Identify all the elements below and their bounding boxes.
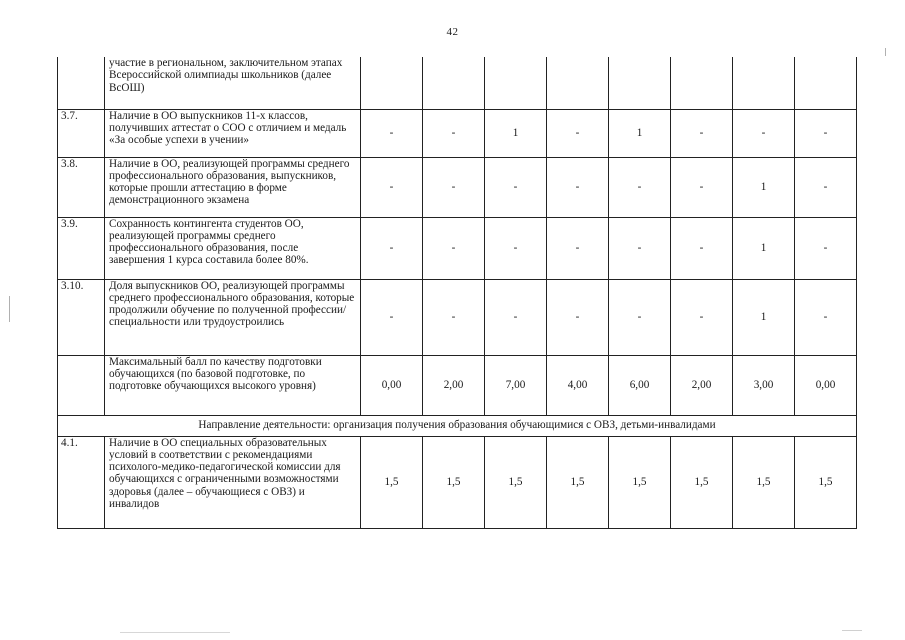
value-cell: - — [609, 279, 671, 355]
scan-artifact-left — [9, 296, 10, 322]
row-description: Наличие в ОО выпускников 11-х классов, получивших аттестат о СОО с отличием и медаль «За особые успехи в учении» — [105, 109, 361, 157]
value-cell: 1 — [609, 109, 671, 157]
table-row — [58, 157, 857, 217]
value-cell: - — [795, 217, 857, 279]
value-cell: - — [423, 279, 485, 355]
value-cell: - — [671, 157, 733, 217]
row-description: Доля выпускников ОО, реализующей программы среднего профессионального образования, которые продолжили обучение по полученной профессии/специальности или трудоустроились — [105, 279, 361, 355]
value-cell: - — [609, 217, 671, 279]
value-cell: 3,00 — [733, 355, 795, 415]
row-description: Наличие в ОО специальных образовательных условий в соответствии с рекомендациями психолого-медико-педагогической комиссии для обучающихся с ограниченными возможностями здоровья (далее – обучающиеся с ОВЗ) и инвалидов — [105, 436, 361, 528]
value-cell: - — [733, 109, 795, 157]
value-cell: 1,5 — [671, 436, 733, 528]
value-cell — [671, 57, 733, 109]
value-cell — [547, 57, 609, 109]
row-number — [58, 57, 105, 109]
table-row — [58, 57, 857, 109]
value-cell — [609, 57, 671, 109]
value-cell: 1,5 — [795, 436, 857, 528]
row-description: Максимальный балл по качеству подготовки обучающихся (по базовой подготовке, по подготовке обучающихся высокого уровня) — [105, 355, 361, 415]
value-cell: 1,5 — [609, 436, 671, 528]
value-cell: 7,00 — [485, 355, 547, 415]
table-row — [58, 355, 857, 415]
value-cell: - — [361, 279, 423, 355]
value-cell: - — [361, 109, 423, 157]
value-cell: 1,5 — [423, 436, 485, 528]
value-cell: - — [423, 109, 485, 157]
value-cell: 1 — [733, 157, 795, 217]
value-cell: - — [671, 109, 733, 157]
value-cell: 1,5 — [733, 436, 795, 528]
scan-artifact-right — [885, 48, 886, 56]
value-cell: - — [423, 157, 485, 217]
value-cell — [361, 57, 423, 109]
value-cell: 1 — [733, 217, 795, 279]
value-cell — [423, 57, 485, 109]
value-cell — [485, 57, 547, 109]
value-cell: - — [795, 279, 857, 355]
criteria-table-container — [57, 57, 856, 529]
value-cell: 0,00 — [795, 355, 857, 415]
row-description: участие в региональном, заключительном этапах Всероссийской олимпиады школьников (далее ВсОШ) — [105, 57, 361, 109]
section-row — [58, 415, 857, 436]
scan-artifact-bottom-right — [842, 630, 862, 631]
row-description: Сохранность контингента студентов ОО, реализующей программы среднего профессионального образования, после завершения 1 курса составила более 80%. — [105, 217, 361, 279]
scan-artifact-bottom — [120, 632, 230, 633]
value-cell: 4,00 — [547, 355, 609, 415]
value-cell: - — [485, 157, 547, 217]
row-number: 3.7. — [58, 109, 105, 157]
table-body — [58, 57, 857, 528]
value-cell — [795, 57, 857, 109]
value-cell: - — [609, 157, 671, 217]
row-description: Наличие в ОО, реализующей программы среднего профессионального образования, выпускников, которые прошли аттестацию в форме демонстрационного экзамена — [105, 157, 361, 217]
table-row — [58, 217, 857, 279]
value-cell: - — [547, 279, 609, 355]
value-cell: 1,5 — [485, 436, 547, 528]
value-cell: - — [547, 109, 609, 157]
value-cell: - — [485, 279, 547, 355]
value-cell: - — [795, 109, 857, 157]
value-cell: - — [423, 217, 485, 279]
value-cell — [733, 57, 795, 109]
criteria-table — [57, 57, 857, 529]
value-cell: 2,00 — [423, 355, 485, 415]
value-cell: - — [547, 157, 609, 217]
value-cell: - — [485, 217, 547, 279]
section-title: Направление деятельности: организация получения образования обучающимися с ОВЗ, детьми-инвалидами — [58, 415, 857, 436]
value-cell: 2,00 — [671, 355, 733, 415]
value-cell: - — [361, 217, 423, 279]
row-number: 4.1. — [58, 436, 105, 528]
value-cell: 1,5 — [547, 436, 609, 528]
value-cell: - — [671, 279, 733, 355]
value-cell: - — [671, 217, 733, 279]
page-number: 42 — [446, 26, 459, 38]
value-cell: 6,00 — [609, 355, 671, 415]
row-number: 3.8. — [58, 157, 105, 217]
value-cell: - — [547, 217, 609, 279]
value-cell: - — [361, 157, 423, 217]
value-cell: - — [795, 157, 857, 217]
row-number: 3.10. — [58, 279, 105, 355]
table-row — [58, 279, 857, 355]
value-cell: 0,00 — [361, 355, 423, 415]
row-number: 3.9. — [58, 217, 105, 279]
value-cell: 1,5 — [361, 436, 423, 528]
table-row — [58, 436, 857, 528]
table-row — [58, 109, 857, 157]
value-cell: 1 — [485, 109, 547, 157]
value-cell: 1 — [733, 279, 795, 355]
row-number — [58, 355, 105, 415]
